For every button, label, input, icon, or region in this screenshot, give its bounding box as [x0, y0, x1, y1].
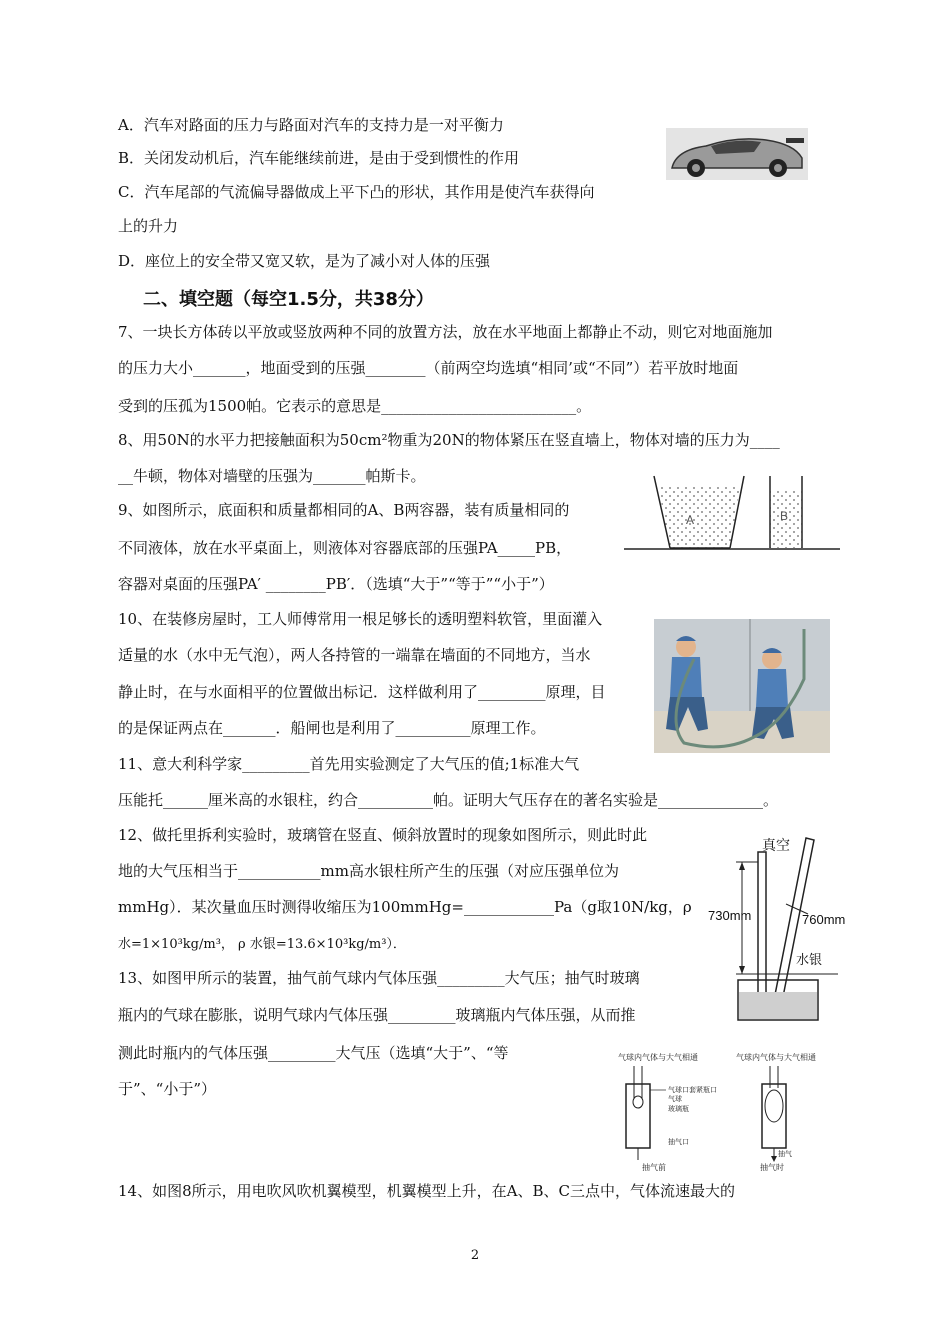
- during-label: 抽气时: [760, 1163, 784, 1172]
- torricelli-figure: [708, 834, 848, 1024]
- jar-label: 玻璃瓶: [668, 1105, 689, 1113]
- q9-line3: 容器对桌面的压强PA′ ________PB′．（选填“大于”“等于”“小于”）: [118, 575, 554, 593]
- q12-line4: 水=1×10³kg/m³， ρ 水银=13.6×10³kg/m³）．: [118, 937, 406, 952]
- right-height-label: 760mm: [802, 912, 846, 927]
- q9-line1: 9、如图所示，底面积和质量都相同的A、B两容器，装有质量相同的: [118, 501, 570, 519]
- q11-line2: 压能托______厘米高的水银柱，约合__________帕。证明大气压存在的著名实验是______________。: [118, 791, 779, 809]
- balloon-label: 气球: [668, 1095, 682, 1103]
- q12-line2: 地的大气压相当于___________mm高水银柱所产生的压强（对应压强单位为: [118, 862, 619, 880]
- option-c-cont: 上的升力: [118, 217, 179, 235]
- pump-label: 抽气: [778, 1150, 792, 1158]
- neck-label: 气球口套紧瓶口: [668, 1086, 717, 1094]
- outlet-label: 抽气口: [668, 1138, 689, 1146]
- q12-line3: mmHg）．某次量血压时测得收缩压为100mmHg=____________Pa（g取10N/kg，ρ: [118, 898, 692, 916]
- q10-line3: 静止时，在与水面相平的位置做出标记．这样做利用了_________原理，目: [118, 683, 606, 701]
- q10-line4: 的是保证两点在_______．船闸也是利用了__________原理工作。: [118, 719, 546, 737]
- left-top-label: 气球内气体与大气相通: [618, 1053, 698, 1062]
- page-number: 2: [470, 1248, 480, 1263]
- q8-line2: __牛顿，物体对墙壁的压强为_______帕斯卡。: [118, 467, 426, 485]
- q13-line2: 瓶内的气球在膨胀，说明气球内气体压强_________玻璃瓶内气体压强，从而推: [118, 1006, 636, 1024]
- q11-line1: 11、意大利科学家_________首先用实验测定了大气压的值;1标准大气: [118, 755, 580, 773]
- mercury-label: 水银: [796, 953, 823, 968]
- q10-line1: 10、在装修房屋时，工人师傅常用一根足够长的透明塑料软管，里面灌入: [118, 610, 603, 628]
- option-d: D．座位上的安全带又宽又软，是为了减小对人体的压强: [118, 252, 491, 270]
- section-title: 二、填空题（每空1.5分，共38分）: [143, 289, 434, 310]
- workers-figure: [654, 619, 830, 753]
- q7-line1: 7、一块长方体砖以平放或竖放两种不同的放置方法，放在水平地面上都静止不动，则它对地面施加: [118, 323, 773, 341]
- q7-line3: 受到的压孤为1500帕。它表示的意思是__________________________。: [118, 397, 592, 415]
- q10-line2: 适量的水（水中无气泡），两人各持管的一端靠在墙面的不同地方，当水: [118, 646, 591, 664]
- before-label: 抽气前: [642, 1163, 666, 1172]
- option-a: A．汽车对路面的压力与路面对汽车的支持力是一对平衡力: [118, 116, 504, 134]
- container-a-label: A: [686, 513, 695, 527]
- q14-line1: 14、如图8所示，用电吹风吹机翼模型，机翼模型上升，在A、B、C三点中，气体流速最大的: [118, 1182, 735, 1200]
- vacuum-label: 真空: [762, 838, 790, 854]
- q12-line1: 12、做托里拆利实验时，玻璃管在竖直、倾斜放置时的现象如图所示，则此时此: [118, 826, 648, 844]
- car-image: [666, 128, 808, 180]
- right-top-label: 气球内气体与大气相通: [736, 1053, 816, 1062]
- option-b: B．关闭发动机后，汽车能继续前进，是由于受到惯性的作用: [118, 149, 520, 167]
- left-height-label: 730mm: [708, 908, 752, 923]
- option-c: C．汽车尾部的气流偏导器做成上平下凸的形状，其作用是使汽车获得向: [118, 183, 595, 201]
- containers-figure: [624, 474, 840, 554]
- balloon-apparatus-figure: [608, 1048, 830, 1174]
- q7-line2: 的压力大小_______，地面受到的压强________（前两空均选填“相同’或“不同”）若平放时地面: [118, 359, 739, 377]
- q13-line1: 13、如图甲所示的装置，抽气前气球内气体压强_________大气压；抽气时玻璃: [118, 969, 640, 987]
- q9-line2: 不同液体，放在水平桌面上，则液体对容器底部的压强PA_____PB，: [118, 539, 572, 557]
- q13-line3: 测此时瓶内的气体压强_________大气压（选填“大于”、“等: [118, 1044, 509, 1062]
- container-b-label: B: [780, 509, 789, 523]
- q13-line4: 于”、“小于”）: [118, 1080, 217, 1098]
- q8-line1: 8、用50N的水平力把接触面积为50cm²物重为20N的物体紧压在竖直墙上，物体对墙的压力为____: [118, 431, 780, 449]
